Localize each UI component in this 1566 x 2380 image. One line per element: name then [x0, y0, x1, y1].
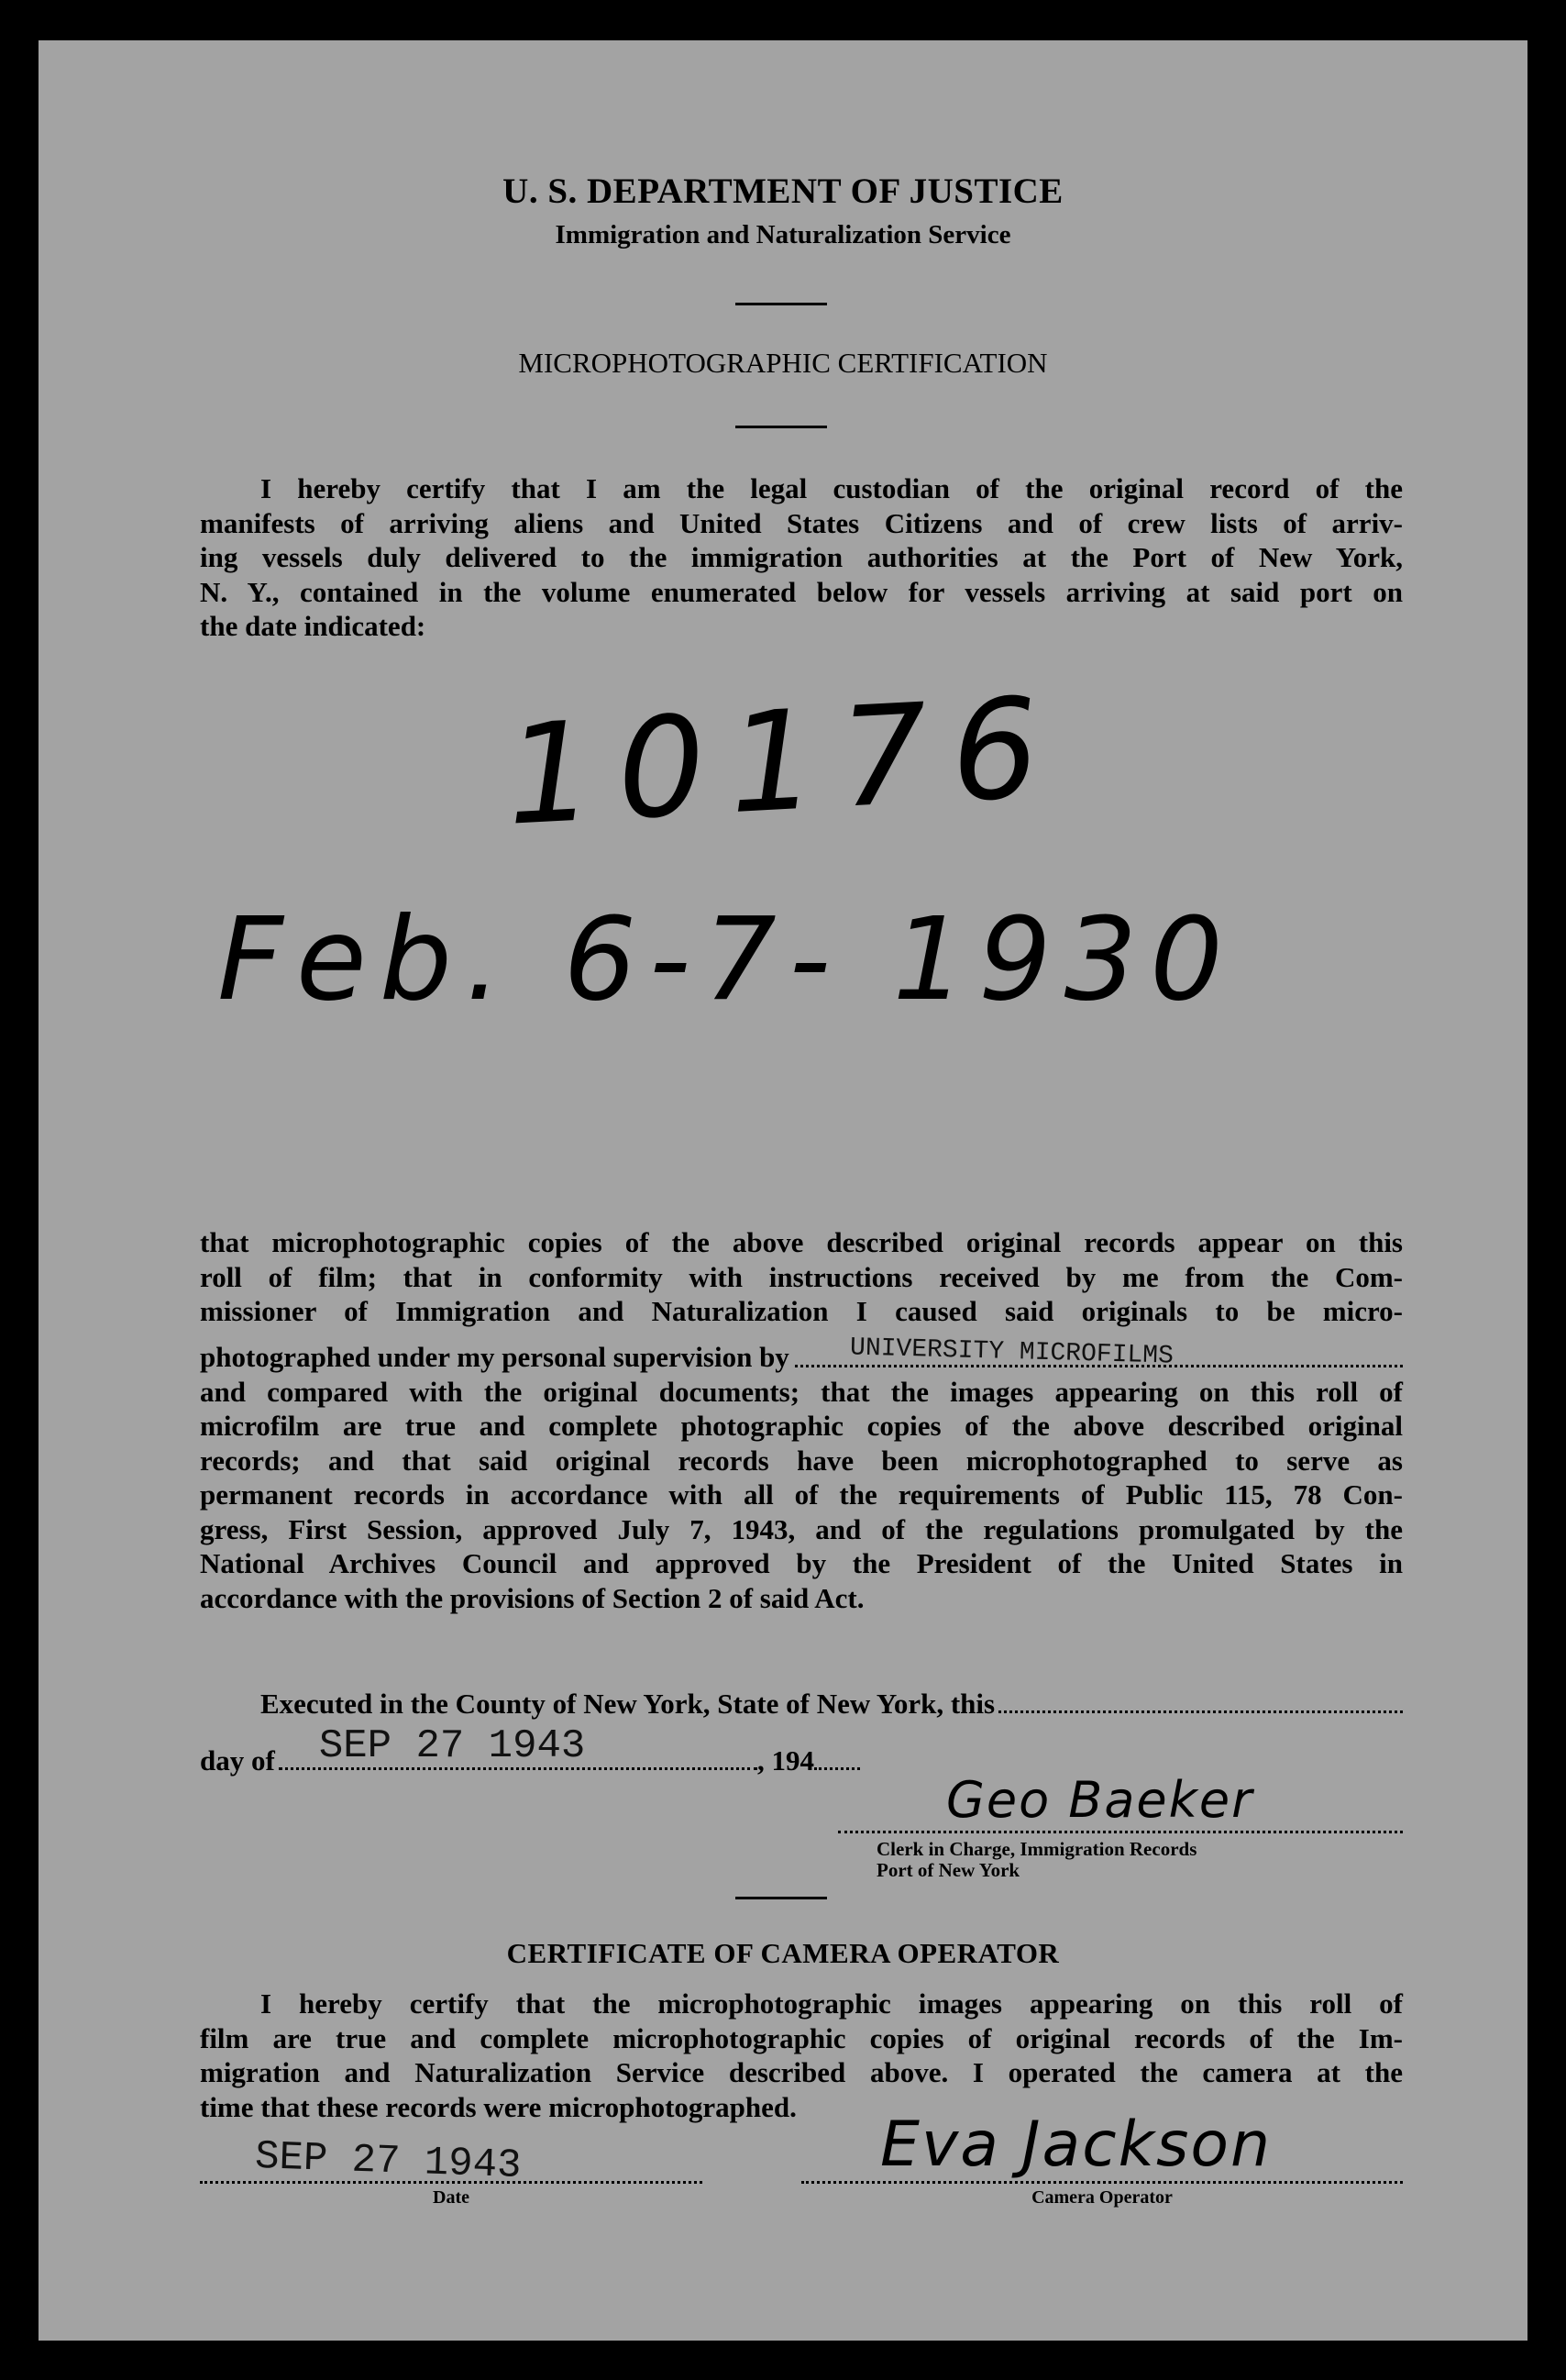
operator-line: time that these records were microphotographed.	[200, 2090, 797, 2123]
year-prefix: , 194	[757, 1744, 814, 1777]
operator-signature: Eva Jackson	[880, 2109, 1273, 2181]
camera-operator-title: CERTIFICATE OF CAMERA OPERATOR	[506, 1937, 1060, 1969]
executed-line	[260, 1688, 1403, 1721]
body-line: accordance with the provisions of Section 2 of said Act.	[200, 1581, 865, 1614]
clerk-signature: Geo Baeker	[946, 1771, 1254, 1829]
intro-line: manifests of arriving aliens and United States Citizens and of crew lists of arriv-	[200, 506, 1403, 539]
certificate-title: MICROPHOTOGRAPHIC CERTIFICATION	[518, 347, 1048, 379]
clerk-title-line: Clerk in Charge, Immigration Records	[877, 1838, 1197, 1860]
body-line: roll of film; that in conformity with instructions received by me from the Com-	[200, 1260, 1403, 1293]
body-line: that microphotographic copies of the above described original records appear on this	[200, 1226, 1403, 1258]
intro-line: I hereby certify that I am the legal custodian of the original record of the	[260, 472, 1403, 504]
divider	[735, 426, 827, 428]
department-heading: U. S. DEPARTMENT OF JUSTICE	[502, 172, 1064, 211]
day-date-stamp: SEP 27 1943	[318, 1723, 586, 1769]
operator-signature-line	[801, 2109, 1403, 2184]
executed-text: Executed in the County of New York, State of New York, this	[260, 1688, 996, 1720]
body-line: microfilm are true and complete photographic copies of the above described original	[200, 1410, 1403, 1442]
clerk-title-line: Port of New York	[877, 1859, 1020, 1881]
operator-signature-block	[801, 2109, 1403, 2208]
body-line: National Archives Council and approved by the President of the United States in	[200, 1547, 1403, 1579]
handwritten-date: Feb. 6-7- 1930	[217, 893, 1236, 1026]
day-of-label: day of	[200, 1744, 275, 1777]
operator-line: film are true and complete microphotographic copies of original records of the Im-	[200, 2021, 1403, 2054]
executed-fill-line	[998, 1710, 1403, 1713]
operator-date-stamp: SEP 27 1943	[254, 2133, 523, 2190]
university-microfilms-stamp: UNIVERSITY MICROFILMS	[849, 1334, 1174, 1371]
operator-date-block	[200, 2122, 702, 2208]
year-fill-line	[814, 1767, 860, 1770]
intro-line: N. Y., contained in the volume enumerated below for vessels arriving at said port on	[200, 575, 1403, 608]
body-line: permanent records in accordance with all of the requirements of Public 115, 78 Con-	[200, 1478, 1403, 1511]
clerk-signature-block	[838, 1771, 1403, 1881]
intro-line: the date indicated:	[200, 610, 426, 642]
supervision-line	[200, 1329, 1403, 1375]
operator-date-line	[200, 2122, 702, 2190]
body-line: and compared with the original documents; that the images appearing on this roll of	[200, 1375, 1403, 1408]
day-fill-line	[279, 1723, 757, 1770]
body-line: gress, First Session, approved July 7, 1943, and of the regulations promulgated by the	[200, 1512, 1403, 1545]
divider	[735, 1897, 827, 1899]
operator-line: I hereby certify that the microphotographic images appearing on this roll of	[260, 1987, 1403, 2020]
operator-line: migration and Naturalization Service described above. I operated the camera at the	[200, 2056, 1403, 2088]
supervision-fill-line	[795, 1334, 1403, 1371]
intro-line: ing vessels duly delivered to the immigration authorities at the Port of New York,	[200, 541, 1403, 573]
date-label: Date	[433, 2187, 469, 2208]
camera-operator-paragraph	[200, 1987, 1403, 2124]
certification-body	[200, 1225, 1403, 1615]
intro-paragraph	[200, 471, 1403, 644]
divider	[735, 303, 827, 305]
supervision-prefix: photographed under my personal supervision by	[200, 1341, 789, 1373]
handwritten-volume-number: 10176	[502, 668, 1067, 857]
body-line: missioner of Immigration and Naturalization I caused said originals to be micro-	[200, 1295, 1403, 1327]
operator-label: Camera Operator	[1031, 2187, 1173, 2208]
certificate-page	[39, 40, 1527, 2341]
clerk-signature-line	[838, 1771, 1403, 1833]
day-of-line	[200, 1723, 860, 1777]
service-subheading: Immigration and Naturalization Service	[555, 220, 1011, 249]
clerk-title	[877, 1839, 1403, 1881]
body-line: records; and that said original records have been microphotographed to serve as	[200, 1444, 1403, 1477]
